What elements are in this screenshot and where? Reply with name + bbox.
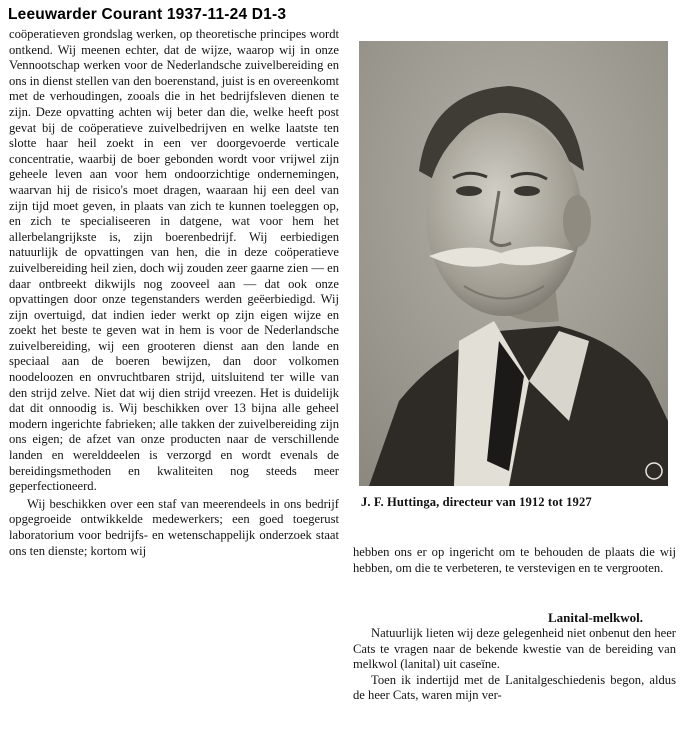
article-paragraph: coöperatieven grondslag werken, op theoretische principes wordt ontkend. Wij meenen echter, dat de wijze, waarop wij in onze Vennootschap werken voor de Nederlandsche zuivelbereiding en ons in dienst stellen van den boerenstand, juist is en overeenkomt met de verhoudingen, zooals die in het bedrijfsleven dienen te zijn. Deze opvatting achten wij beter dan die, welke heeft post gevat bij de coöperatieve zuivelbedrijven en welke laatste ten slotte haar heil zoekt in een ver doorgevoerde verticale concentratie, waarbij de boer gebonden wordt voor vrijwel zijn geheele leven aan voor hem ondoorzichtige ondernemingen, waarvan hij de risico's moet dragen, waaraan hij een deel van zijn tijd moet geven, in plaats van zich te kunnen toeleggen op, en zich te specialiseeren in datgene, wat voor hem het allerbelangrijkste is, zijn boerenbedrijf. Wij eerbiedigen natuurlijk de opvattingen van hen, die in deze coöperatieve zuivelbereiding heil zien, doch wij zouden zeer gaarne zien — en daar ontbreekt dikwijls nog zooveel aan — dat ook onze opvattingen door onze tegenstanders werden geëerbiedigd. Wij zijn overtuigd, dat indien ieder werkt op zijn eigen wijze en zoekt het beste te geven wat in hem is voor de Nederlandsche zuivelbereiding, wij een grooteren dienst aan den lande en speciaal aan de boeren bewijzen, dan door volkomen noodeloozen en onvruchtbaren strijd, uitsluitend ter wille van den strijd zelve. Niet dat wij dien strijd vreezen. Het is duidelijk dat dit onnoodig is. Wij beschikken over 13 bijna alle geheel modern ingerichte fabrieken; alle takken der zuivelbereiding zijn ons eigen; de afzet van onze producten naar de verschillende landen en werelddeelen is verzorgd en wordt evenals de bereidingsmethoden en kwaliteiten nog steeds meer geperfectioneerd. bbox=[9, 27, 339, 494]
portrait-photo bbox=[359, 41, 668, 486]
portrait-illustration bbox=[359, 41, 668, 486]
article-paragraph: Natuurlijk lieten wij deze gelegenheid niet onbenut den heer Cats te vragen naar de bekende kwestie van de bereiding van melkwol (lanital) uit caseïne. bbox=[353, 626, 676, 672]
right-article-column-continued bbox=[353, 626, 676, 704]
article-paragraph: hebben ons er op ingericht om te behouden de plaats die wij hebben, om die te verbeteren, te verstevigen en te vergrooten. bbox=[353, 545, 676, 575]
left-article-column bbox=[9, 27, 339, 559]
right-article-column bbox=[353, 545, 676, 576]
article-paragraph: Toen ik indertijd met de Lanitalgeschiedenis begon, aldus de heer Cats, waren mijn ver- bbox=[353, 672, 676, 703]
photo-caption: J. F. Huttinga, directeur van 1912 tot 1927 bbox=[361, 495, 592, 509]
article-paragraph: Wij beschikken over een staf van meerendeels in ons bedrijf opgegroeide ontwikkelde medewerkers; een goed toegerust laboratorium voor bedrijfs- en wetenschappelijk onderzoek staat ons ten dienste; kortom wij bbox=[9, 496, 339, 558]
newspaper-header: Leeuwarder Courant 1937-11-24 D1-3 bbox=[8, 6, 287, 23]
section-heading: Lanital-melkwol. bbox=[548, 610, 643, 625]
